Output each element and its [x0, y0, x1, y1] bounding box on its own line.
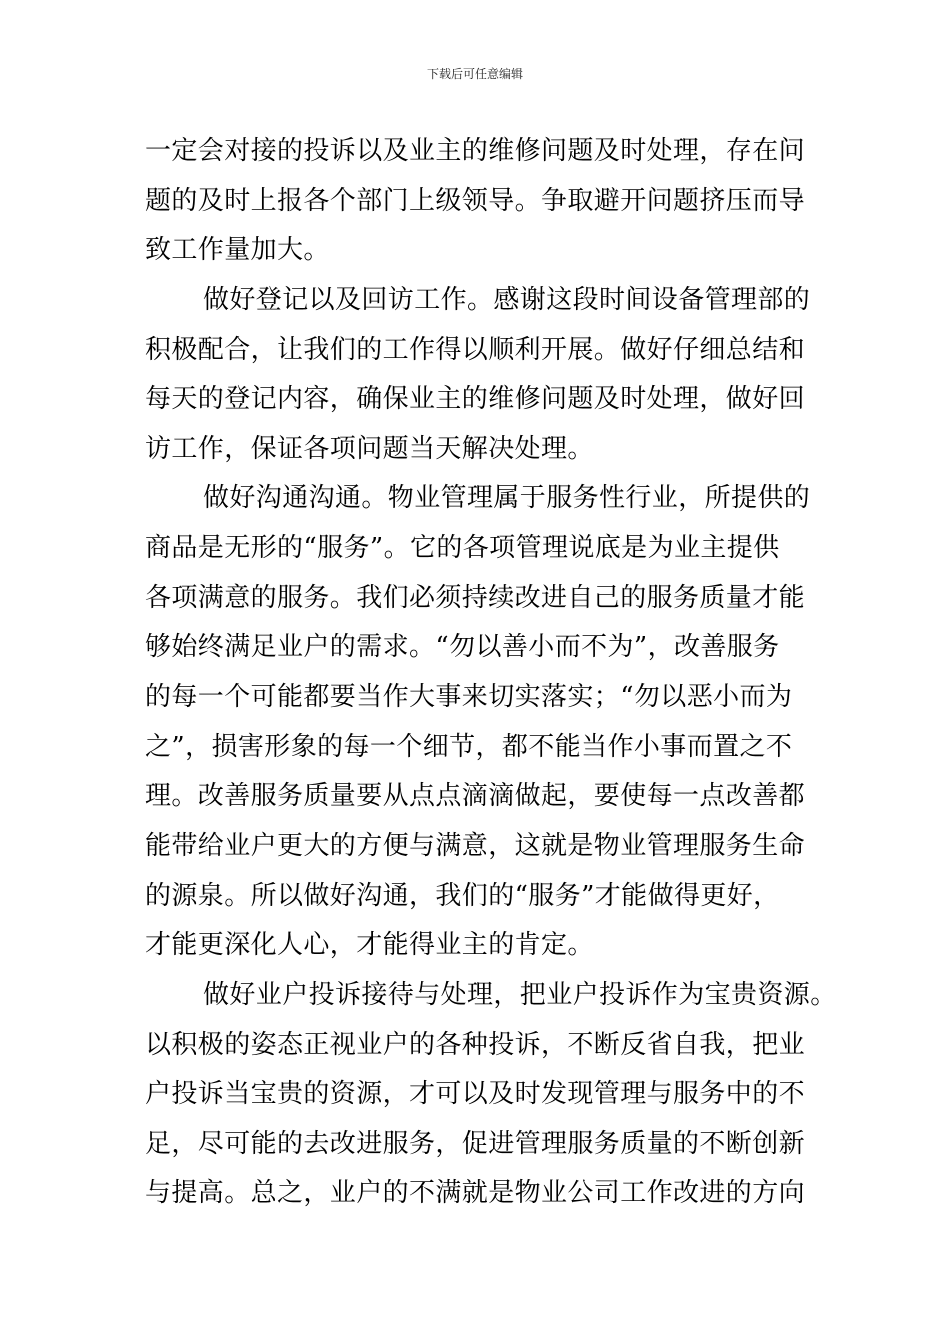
text-line: 访工作，保证各项问题当天解决处理。 [145, 433, 594, 464]
text-line: 以积极的姿态正视业户的各种投诉，不断反省自我，把业 [145, 1029, 806, 1060]
text-line: 够始终满足业户的需求。“勿以善小而不为”，改善服务 [145, 632, 780, 663]
text-line: 的每一个可能都要当作大事来切实落实；“勿以恶小而为 [145, 682, 793, 713]
text-line: 的源泉。所以做好沟通，我们的“服务”才能做得更好， [145, 880, 780, 911]
paragraph [145, 276, 810, 475]
text-line: 致工作量加大。 [145, 235, 330, 266]
text-line: 理。改善服务质量要从点点滴滴做起，要使每一点改善都 [145, 781, 806, 812]
text-line: 足，尽可能的去改进服务，促进管理服务质量的不断创新 [145, 1128, 806, 1159]
text-line: 做好登记以及回访工作。感谢这段时间设备管理部的 [203, 284, 811, 315]
text-line: 与提高。总之，业户的不满就是物业公司工作改进的方向 [145, 1178, 806, 1209]
text-line: 做好沟通沟通。物业管理属于服务性行业，所提供的 [203, 483, 811, 514]
page-header: 下载后可任意编辑 [426, 67, 523, 81]
text-line: 做好业户投诉接待与处理，把业户投诉作为宝贵资源。 [203, 979, 837, 1010]
text-line: 户投诉当宝贵的资源，才可以及时发现管理与服务中的不 [145, 1079, 806, 1110]
text-line: 之”，损害形象的每一个细节，都不能当作小事而置之不 [145, 731, 793, 762]
text-line: 每天的登记内容，确保业主的维修问题及时处理，做好回 [145, 384, 806, 415]
text-line: 商品是无形的“服务”。它的各项管理说底是为业主提供 [145, 533, 780, 564]
paragraph [145, 127, 810, 276]
text-line: 积极配合，让我们的工作得以顺利开展。做好仔细总结和 [145, 334, 806, 365]
text-line: 才能更深化人心，才能得业主的肯定。 [145, 930, 594, 961]
paragraph [145, 474, 810, 970]
text-line: 一定会对接的投诉以及业主的维修问题及时处理，存在问 [145, 136, 806, 166]
text-line: 各项满意的服务。我们必须持续改进自己的服务质量才能 [145, 582, 806, 613]
text-line: 能带给业户更大的方便与满意，这就是物业管理服务生命 [145, 830, 806, 861]
paragraph [145, 971, 837, 1219]
document-body [145, 127, 837, 1219]
text-line: 题的及时上报各个部门上级领导。争取避开问题挤压而导 [145, 185, 806, 216]
